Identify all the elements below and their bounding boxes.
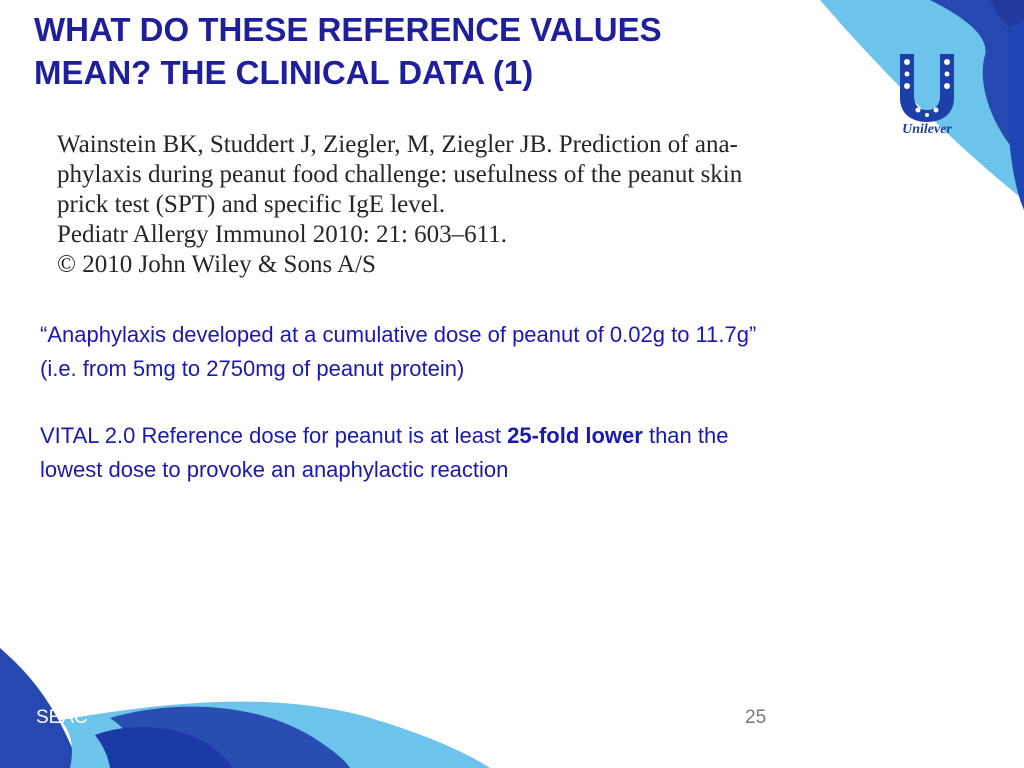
body-text bbox=[40, 318, 980, 487]
slide-title-line-2: MEAN? THE CLINICAL DATA (1) bbox=[34, 54, 534, 91]
vital-text-after: than the bbox=[642, 423, 729, 448]
citation-block bbox=[57, 130, 927, 280]
slide-title bbox=[34, 8, 834, 94]
footer-label: SEAC bbox=[36, 707, 88, 728]
citation-line: Wainstein BK, Studdert J, Ziegler, M, Ziegler JB. Prediction of ana- bbox=[57, 131, 738, 158]
citation-line: Pediatr Allergy Immunol 2010: 21: 603–611. bbox=[57, 221, 507, 248]
citation-line: © 2010 John Wiley & Sons A/S bbox=[57, 251, 376, 278]
vital-emphasis: 25-fold lower bbox=[507, 423, 643, 448]
quote-line-2: (i.e. from 5mg to 2750mg of peanut protein) bbox=[40, 356, 465, 381]
quote-line-1: “Anaphylaxis developed at a cumulative dose of peanut of 0.02g to 11.7g” bbox=[40, 322, 757, 347]
paragraph-gap bbox=[40, 386, 980, 419]
citation-line: phylaxis during peanut food challenge: usefulness of the peanut skin bbox=[57, 161, 743, 188]
quote-paragraph bbox=[40, 318, 980, 386]
citation-line: prick test (SPT) and specific IgE level. bbox=[57, 191, 446, 218]
vital-paragraph bbox=[40, 419, 980, 487]
slide-title-line-1: WHAT DO THESE REFERENCE VALUES bbox=[34, 11, 662, 48]
logo-wordmark: Unilever bbox=[902, 122, 952, 136]
vital-text-before: VITAL 2.0 Reference dose for peanut is at least bbox=[40, 423, 508, 448]
unilever-logo bbox=[888, 52, 966, 136]
page-number: 25 bbox=[745, 707, 767, 728]
vital-line-2: lowest dose to provoke an anaphylactic reaction bbox=[40, 457, 509, 482]
